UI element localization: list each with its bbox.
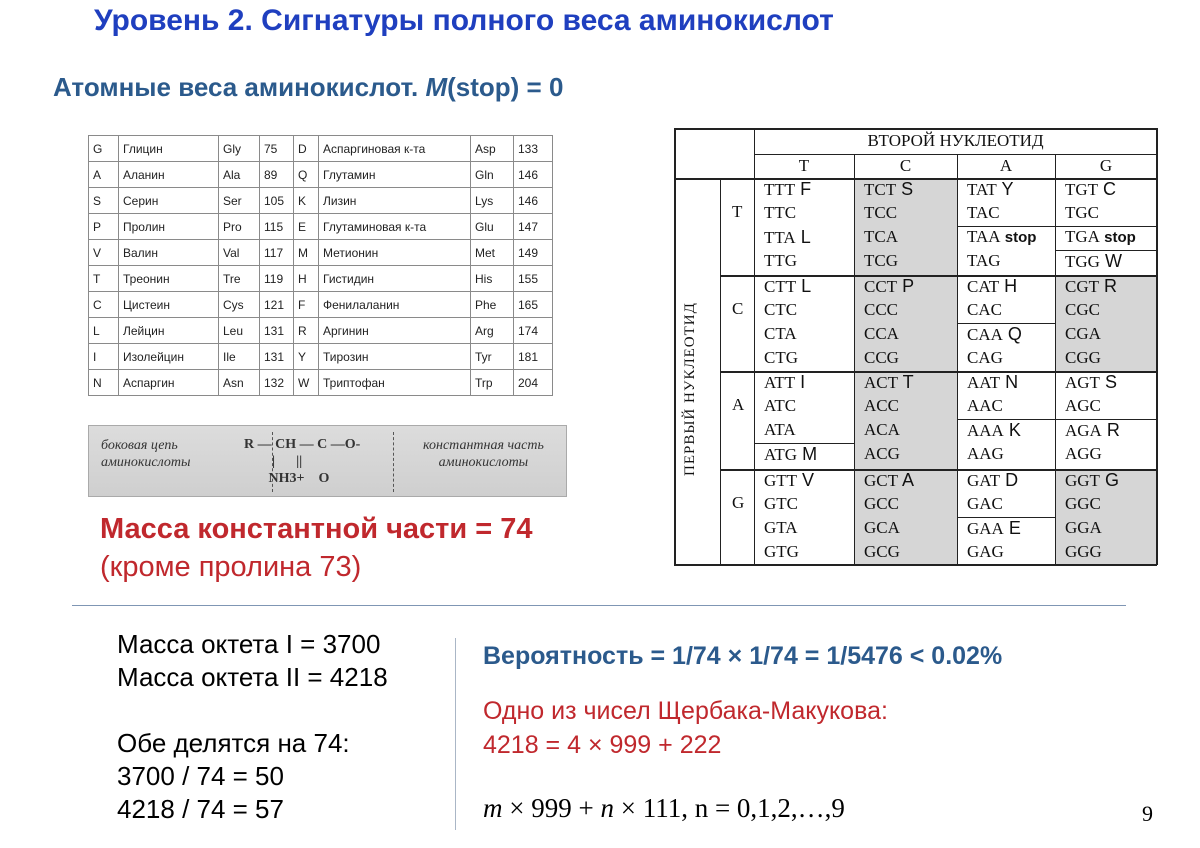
table-row — [89, 188, 553, 214]
codon: GGC — [1065, 494, 1101, 513]
table-line — [754, 154, 1157, 155]
table-cell: 89 — [260, 162, 294, 188]
codon-entry — [1065, 542, 1102, 562]
codon-entry — [764, 203, 796, 223]
column-header: T — [798, 156, 810, 175]
codon: GGA — [1065, 518, 1102, 537]
table-cell: W — [294, 370, 319, 396]
codon: CCC — [864, 300, 899, 319]
codon-entry — [864, 396, 899, 416]
codon-entry — [864, 203, 897, 223]
codon-entry — [864, 251, 898, 271]
table-cell: Глутамин — [319, 162, 471, 188]
octet-masses — [117, 628, 388, 826]
table-cell: Триптофан — [319, 370, 471, 396]
codon-entry — [1065, 203, 1099, 223]
table-cell: 149 — [514, 240, 553, 266]
amino-acid-letter: G — [1099, 470, 1119, 490]
codon: GAC — [967, 494, 1003, 513]
table-cell: K — [294, 188, 319, 214]
codon-entry — [764, 227, 811, 248]
table-cell: Фенилаланин — [319, 292, 471, 318]
table-line — [754, 128, 755, 565]
table-cell: 132 — [260, 370, 294, 396]
amino-acid-letter: R — [1099, 276, 1117, 296]
formula-mid2: × 111, n = 0,1,2,…,9 — [613, 793, 845, 823]
codon: CTT — [764, 277, 797, 296]
amino-acid-letter: N — [1000, 372, 1019, 392]
codon-entry — [864, 372, 914, 393]
octet-line: Масса октета I = 3700 — [117, 629, 381, 659]
codon-entry — [1065, 444, 1102, 464]
codon-entry — [1065, 518, 1102, 538]
table-row — [89, 292, 553, 318]
codon: AAT — [967, 373, 1001, 392]
codon: GGT — [1065, 471, 1100, 490]
table-cell: 119 — [260, 266, 294, 292]
codon-entry — [1065, 420, 1120, 441]
table-cell: Arg — [471, 318, 514, 344]
caption-line: аминокислоты — [101, 455, 191, 470]
codon-entry — [967, 542, 1004, 562]
amino-acid-letter: P — [897, 276, 915, 296]
codon-entry — [764, 518, 798, 538]
codon-entry — [967, 251, 1001, 271]
table-cell: Лейцин — [119, 318, 219, 344]
codon: CCA — [864, 324, 899, 343]
codon: GGG — [1065, 542, 1102, 561]
codon: AAA — [967, 421, 1004, 440]
table-cell: Аргинин — [319, 318, 471, 344]
table-cell: 131 — [260, 344, 294, 370]
table-cell: Asp — [471, 136, 514, 162]
table-cell: Аланин — [119, 162, 219, 188]
codon: CAC — [967, 300, 1002, 319]
table-cell: Val — [219, 240, 260, 266]
amino-acid-letter: stop — [1000, 229, 1037, 246]
octet-line — [117, 694, 388, 727]
slide-title: Уровень 2. Сигнатуры полного веса аминокислот — [94, 4, 834, 37]
codon-entry — [1065, 251, 1122, 272]
codon: GTT — [764, 471, 798, 490]
codon: ACG — [864, 444, 900, 463]
table-line — [957, 154, 958, 565]
formula-n: n — [600, 793, 614, 823]
table-cell: 165 — [514, 292, 553, 318]
octet-line: Обе делятся на 74: — [117, 728, 350, 758]
codon-entry — [864, 300, 898, 320]
codon: ACC — [864, 396, 899, 415]
amino-acid-letter: H — [999, 276, 1018, 296]
codon: TAG — [967, 251, 1001, 270]
table-cell: 146 — [514, 162, 553, 188]
codon-entry — [967, 420, 1021, 441]
table-cell: Leu — [219, 318, 260, 344]
table-cell: Asn — [219, 370, 260, 396]
table-cell: 75 — [260, 136, 294, 162]
table-cell: 115 — [260, 214, 294, 240]
amino-acid-letter: Q — [1002, 324, 1022, 344]
octet-line: 4218 / 74 = 57 — [117, 794, 284, 824]
codon-entry — [967, 470, 1018, 491]
codon: CAA — [967, 325, 1003, 344]
codon-entry — [967, 396, 1003, 416]
codon-entry — [764, 276, 811, 297]
amino-acid-letter: L — [795, 227, 811, 247]
table-cell: Pro — [219, 214, 260, 240]
codon-entry — [864, 179, 913, 200]
caption-line: константная часть — [423, 438, 544, 453]
octet-line: Масса октета II = 4218 — [117, 662, 388, 692]
table-cell: D — [294, 136, 319, 162]
codon-entry — [967, 324, 1022, 345]
column-header: C — [899, 156, 912, 175]
codon-entry — [1065, 300, 1100, 320]
codon-entry — [764, 372, 805, 393]
codon: TAC — [967, 203, 1000, 222]
codon-entry — [764, 494, 798, 514]
codon-entry — [1065, 179, 1116, 200]
codon: TCG — [864, 251, 898, 270]
table-cell: F — [294, 292, 319, 318]
probability-text: Вероятность = 1/74 × 1/74 = 1/5476 < 0.02% — [483, 642, 1003, 670]
amino-acid-letter: A — [898, 470, 915, 490]
caption-line: аминокислоты — [438, 455, 529, 470]
codon-entry — [764, 300, 797, 320]
codon: ACT — [864, 373, 898, 392]
table-cell: Lys — [471, 188, 514, 214]
codon-table — [674, 128, 1157, 565]
table-cell: Валин — [119, 240, 219, 266]
codon-entry — [864, 348, 899, 368]
codon: CTA — [764, 324, 797, 343]
codon-entry — [1065, 324, 1101, 344]
codon-entry — [764, 396, 796, 416]
codon: GTG — [764, 542, 799, 561]
table-line — [674, 128, 1157, 130]
subtitle-prefix: Атомные веса аминокислот. — [53, 72, 426, 102]
table-cell: Ser — [219, 188, 260, 214]
amino-acid-letter: L — [796, 276, 812, 296]
table-cell: 174 — [514, 318, 553, 344]
codon-entry — [864, 470, 914, 491]
codon-entry — [967, 300, 1002, 320]
table-cell: Gly — [219, 136, 260, 162]
table-cell: Tre — [219, 266, 260, 292]
table-cell: P — [89, 214, 119, 240]
amino-acid-weights-table — [88, 135, 553, 396]
codon-entry — [864, 227, 898, 247]
codon: CGC — [1065, 300, 1100, 319]
codon: GAA — [967, 519, 1004, 538]
formula-m: m — [483, 793, 503, 823]
table-cell: 121 — [260, 292, 294, 318]
codon: TTA — [764, 228, 796, 247]
amino-acid-letter: Y — [996, 179, 1014, 199]
codon-entry — [1065, 276, 1117, 297]
table-cell: Ala — [219, 162, 260, 188]
amino-acid-letter: S — [1099, 372, 1117, 392]
codon: TAT — [967, 180, 997, 199]
codon: AGT — [1065, 373, 1100, 392]
codon-entry — [967, 227, 1036, 247]
codon: TCC — [864, 203, 898, 222]
table-line — [1156, 128, 1158, 565]
codon-entry — [1065, 372, 1117, 393]
table-cell: Аспаргин — [119, 370, 219, 396]
table-cell: G — [89, 136, 119, 162]
table-row — [89, 370, 553, 396]
codon-entry — [864, 518, 900, 538]
numbers-formula — [483, 793, 845, 824]
amino-acid-structure-image — [88, 425, 567, 497]
codon: CCT — [864, 277, 898, 296]
codon: TGT — [1065, 180, 1099, 199]
codon-entry — [864, 542, 900, 562]
table-cell: Тирозин — [319, 344, 471, 370]
shcherbak-line-1: Одно из чисел Щербака-Макукова: — [483, 697, 888, 725]
codon: CGA — [1065, 324, 1101, 343]
codon: TGC — [1065, 203, 1099, 222]
codon: AGG — [1065, 444, 1102, 463]
codon-entry — [967, 203, 1000, 223]
codon-entry — [967, 494, 1003, 514]
table-cell: Ile — [219, 344, 260, 370]
codon-entry — [967, 518, 1021, 539]
codon: CCG — [864, 348, 899, 367]
table-cell: C — [89, 292, 119, 318]
codon-entry — [1065, 494, 1101, 514]
codon-entry — [967, 179, 1014, 200]
codon: AAG — [967, 444, 1004, 463]
codon-entry — [764, 324, 797, 344]
codon-entry — [764, 251, 797, 271]
codon: CTG — [764, 348, 798, 367]
table-line — [674, 128, 676, 565]
table-row — [89, 240, 553, 266]
table-line — [674, 564, 1157, 566]
table-cell: Лизин — [319, 188, 471, 214]
structure-bracket-right — [385, 432, 394, 492]
codon: AGC — [1065, 396, 1101, 415]
codon-entry — [764, 542, 799, 562]
structure-formula: R — CH — C —O- | || NH3+ O — [244, 437, 361, 486]
codon: ATT — [764, 373, 796, 392]
amino-acid-letter: V — [797, 470, 815, 490]
table-cell: 181 — [514, 344, 553, 370]
table-line — [854, 154, 855, 565]
codon: GCG — [864, 542, 900, 561]
table-cell: E — [294, 214, 319, 240]
table-cell: 146 — [514, 188, 553, 214]
codon-entry — [764, 179, 811, 200]
codon: ATG — [764, 445, 798, 464]
table-cell: R — [294, 318, 319, 344]
codon: TCA — [864, 227, 898, 246]
table-cell: Q — [294, 162, 319, 188]
codon: AAC — [967, 396, 1003, 415]
codon-entry — [967, 372, 1018, 393]
codon: GCT — [864, 471, 898, 490]
codon: AGA — [1065, 421, 1102, 440]
amino-acid-letter: T — [898, 372, 914, 392]
codon-entry — [1065, 396, 1101, 416]
table-cell: Метионин — [319, 240, 471, 266]
table-cell: Цистеин — [119, 292, 219, 318]
codon-entry — [1065, 227, 1136, 247]
table-cell: Cys — [219, 292, 260, 318]
codon: TAA — [967, 227, 1001, 246]
codon-entry — [1065, 348, 1101, 368]
page-number: 9 — [1142, 801, 1153, 826]
amino-acid-letter: R — [1101, 420, 1120, 440]
codon-entry — [864, 444, 900, 464]
table-cell: N — [89, 370, 119, 396]
codon-entry — [864, 324, 899, 344]
codon: TTT — [764, 180, 796, 199]
table-cell: 204 — [514, 370, 553, 396]
codon: TTC — [764, 203, 797, 222]
codon: GCA — [864, 518, 900, 537]
second-nucleotide-header: ВТОРОЙ НУКЛЕОТИД — [867, 131, 1044, 150]
codon: ATC — [764, 396, 797, 415]
codon: CGT — [1065, 277, 1099, 296]
codon-entry — [764, 444, 817, 465]
table-cell: 147 — [514, 214, 553, 240]
codon: TGG — [1065, 252, 1100, 271]
table-cell: Глицин — [119, 136, 219, 162]
first-nucleotide-header: ПЕРВЫЙ НУКЛЕОТИД — [682, 302, 698, 476]
table-cell: 117 — [260, 240, 294, 266]
table-cell: S — [89, 188, 119, 214]
amino-acid-letter: C — [1098, 179, 1117, 199]
table-cell: Met — [471, 240, 514, 266]
amino-acid-letter: stop — [1099, 229, 1136, 246]
shcherbak-line-2: 4218 = 4 × 999 + 222 — [483, 731, 722, 759]
table-cell: Треонин — [119, 266, 219, 292]
codon-entry — [764, 348, 798, 368]
codon-entry — [864, 276, 914, 297]
subtitle-suffix: (stop) = 0 — [447, 72, 564, 102]
codon-entry — [864, 420, 900, 440]
table-cell: Изолейцин — [119, 344, 219, 370]
table-row — [89, 266, 553, 292]
column-header: G — [1099, 156, 1113, 175]
codon: GCC — [864, 494, 899, 513]
table-row — [89, 344, 553, 370]
codon: GAT — [967, 471, 1001, 490]
codon: ACA — [864, 420, 900, 439]
codon: CTC — [764, 300, 798, 319]
mass-except-text: (кроме пролина 73) — [100, 551, 362, 583]
row-header: T — [732, 202, 743, 221]
amino-acid-letter: W — [1099, 251, 1122, 271]
codon-entry — [967, 276, 1017, 297]
codon-entry — [764, 420, 796, 440]
codon: TCT — [864, 180, 897, 199]
row-header: C — [732, 299, 744, 318]
codon: GAG — [967, 542, 1004, 561]
row-header: A — [732, 395, 745, 414]
mass-constant-text: Масса константной части = 74 — [100, 513, 533, 545]
codon: CAT — [967, 277, 1000, 296]
table-cell: Пролин — [119, 214, 219, 240]
caption-line: боковая цепь — [101, 438, 178, 453]
vertical-divider — [455, 638, 456, 830]
table-row — [89, 214, 553, 240]
table-cell: Gln — [471, 162, 514, 188]
table-cell: T — [89, 266, 119, 292]
amino-acid-letter: F — [795, 179, 812, 199]
codon: TGA — [1065, 227, 1100, 246]
table-cell: Глутаминовая к-та — [319, 214, 471, 240]
table-cell: Glu — [471, 214, 514, 240]
codon: ATA — [764, 420, 796, 439]
table-row — [89, 136, 553, 162]
table-cell: A — [89, 162, 119, 188]
table-cell: H — [294, 266, 319, 292]
table-cell: V — [89, 240, 119, 266]
row-header: G — [732, 493, 745, 512]
table-cell: 131 — [260, 318, 294, 344]
codon: CAG — [967, 348, 1003, 367]
codon: GTC — [764, 494, 798, 513]
table-cell: L — [89, 318, 119, 344]
table-cell: Trp — [471, 370, 514, 396]
codon: GTA — [764, 518, 798, 537]
codon-entry — [764, 470, 814, 491]
table-cell: M — [294, 240, 319, 266]
codon-entry — [864, 494, 899, 514]
table-cell: Гистидин — [319, 266, 471, 292]
table-cell: Аспаргиновая к-та — [319, 136, 471, 162]
codon-entry — [1065, 470, 1119, 491]
slide-subtitle — [53, 72, 563, 103]
constant-part-caption — [423, 437, 544, 471]
horizontal-divider — [72, 605, 1126, 606]
table-cell: 155 — [514, 266, 553, 292]
octet-line: 3700 / 74 = 50 — [117, 761, 284, 791]
amino-acid-letter: I — [795, 372, 806, 392]
shcherbak-text — [483, 694, 888, 762]
column-header: A — [999, 156, 1013, 175]
codon: CGG — [1065, 348, 1101, 367]
amino-acid-letter: E — [1003, 518, 1021, 538]
codon: TTG — [764, 251, 798, 270]
formula-mid1: × 999 + — [502, 793, 601, 823]
amino-acid-letter: D — [1000, 470, 1019, 490]
table-cell: Серин — [119, 188, 219, 214]
table-line — [1055, 154, 1056, 565]
table-cell: Y — [294, 344, 319, 370]
table-row — [89, 162, 553, 188]
table-cell: I — [89, 344, 119, 370]
table-cell: Phe — [471, 292, 514, 318]
table-cell: 105 — [260, 188, 294, 214]
subtitle-italic: M — [425, 72, 448, 102]
table-cell: 133 — [514, 136, 553, 162]
amino-acid-letter: M — [797, 444, 818, 464]
codon-entry — [967, 348, 1003, 368]
side-chain-caption — [101, 437, 191, 471]
amino-acid-letter: K — [1003, 420, 1021, 440]
amino-acid-letter: S — [896, 179, 914, 199]
table-row — [89, 318, 553, 344]
table-cell: Tyr — [471, 344, 514, 370]
codon-entry — [967, 444, 1004, 464]
table-cell: His — [471, 266, 514, 292]
